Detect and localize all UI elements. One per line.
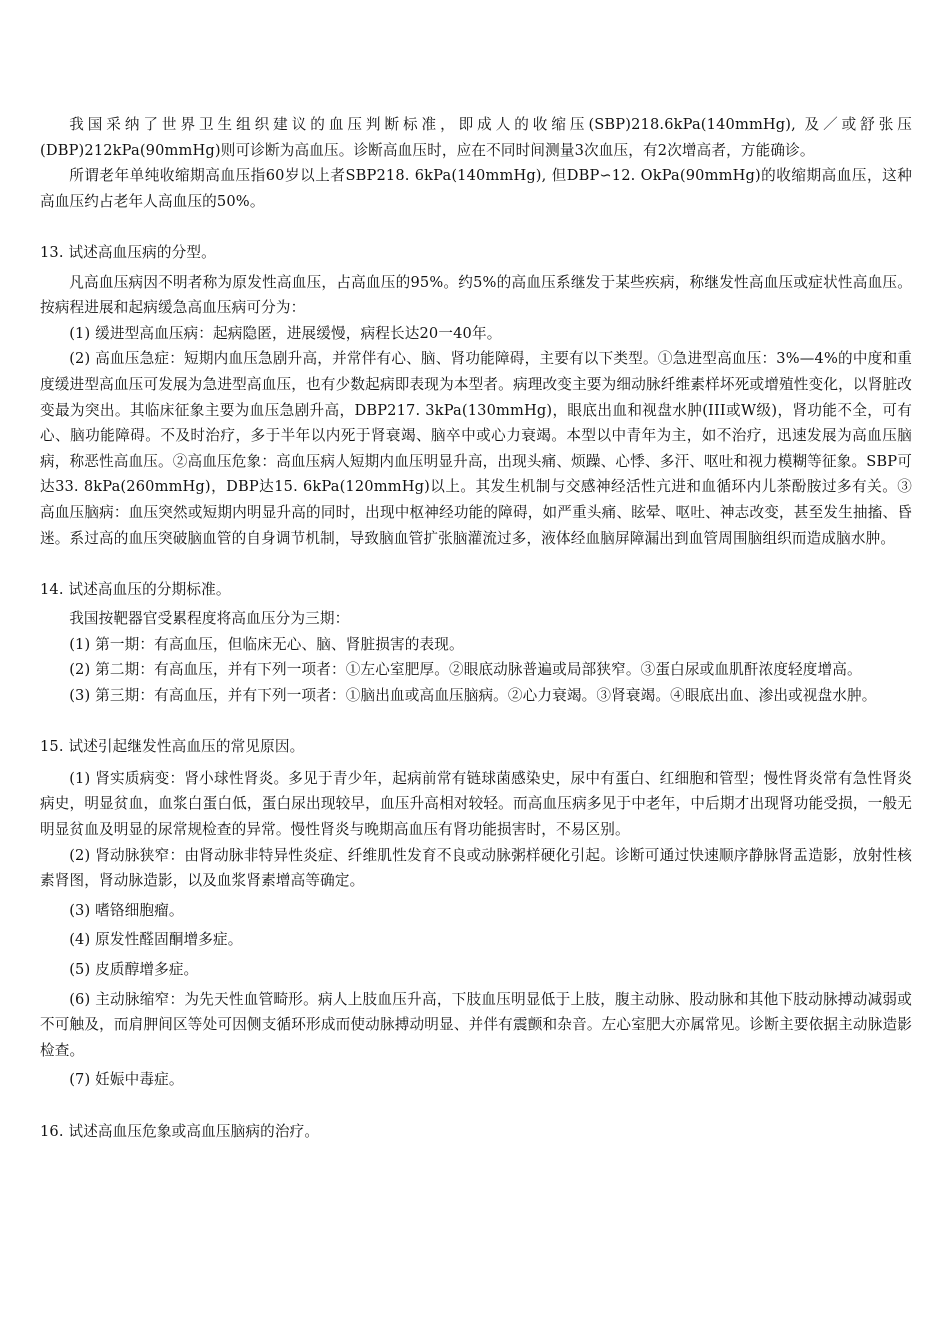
q13-item-2: (2) 高血压急症：短期内血压急剧升高，并常伴有心、脑、肾功能障碍，主要有以下类型。①急进型高血压：3%—4%的中度和重度缓进型高血压可发展为急进型高血压，也有少数起病即表现为本型者。病理改变主要为细动脉纤维素样坏死或增殖性变化，以肾脏改变最为突出。其临床征象主要为血压急剧升高，DBP217. 3kPa(130mmHg)，眼底出血和视盘水肿(III或W级)，肾功能不全，可有心、脑功能障碍。不及时治疗，多于半年以内死于肾衰竭、脑卒中或心力衰竭。本型以中青年为主，如不治疗，迅速发展为高血压脑病，称恶性高血压。②高血压危象：高血压病人短期内血压明显升高，出现头痛、烦躁、心悸、多汗、呕吐和视力模糊等征象。SBP可达33. 8kPa(260mmHg)，DBP达15. 6kPa(120mmHg)以上。其发生机制与交感神经活性亢进和血循环内儿茶酚胺过多有关。③高血压脑病：血压突然或短期内明显升高的同时，出现中枢神经功能的障碍，如严重头痛、眩晕、呕吐、神志改变，甚至发生抽搐、昏迷。系过高的血压突破脑血管的自身调节机制，导致脑血管扩张脑灌流过多，液体经血脑屏障漏出到血管周围脑组织而造成脑水肿。 [40,350,912,547]
intro-paragraph-2: 所谓老年单纯收缩期高血压指60岁以上者SBP218. 6kPa(140mmHg), 但DBP∽12. OkPa(90mmHg)的收缩期高血压，这种高血压约占老年人高血压的50%。 [40,167,912,210]
intro-paragraph-1: 我国采纳了世界卫生组织建议的血压判断标准，即成人的收缩压(SBP)218.6kPa(140mmHg), 及／或舒张压(DBP)212kPa(90mmHg)则可诊断为高血压。诊断高血压时，应在不同时间测量3次血压，有2次增高者，方能确诊。 [40,116,912,159]
q15-item-3: (3) 嗜铬细胞瘤。 [69,901,184,919]
question-14-heading: 14. 试述高血压的分期标准。 [40,580,231,598]
q13-item-1: (1) 缓进型高血压病：起病隐匿，进展缓慢，病程长达20一40年。 [69,324,502,342]
q15-item-7: (7) 妊娠中毒症。 [69,1071,184,1089]
q15-item-2: (2) 肾动脉狭窄：由肾动脉非特异性炎症、纤维肌性发育不良或动脉粥样硬化引起。诊断可通过快速顺序静脉肾盂造影，放射性核素肾图，肾动脉造影，以及血浆肾素增高等确定。 [40,846,912,890]
q14-item-3: (3) 第三期：有高血压，并有下列一项者：①脑出血或高血压脑病。②心力衰竭。③肾衰竭。④眼底出血、渗出或视盘水肿。 [69,687,877,705]
q14-item-2: (2) 第二期：有高血压，并有下列一项者：①左心室肥厚。②眼底动脉普遍或局部狭窄。③蛋白尿或血肌酐浓度轻度增高。 [69,661,862,679]
q15-item-5: (5) 皮质醇增多症。 [69,961,199,978]
q14-paragraph: 我国按靶器官受累程度将高血压分为三期： [69,610,350,628]
q13-paragraph: 凡高血压病因不明者称为原发性高血压，占高血压的95%。约5%的高血压系继发于某些疾病，称继发性高血压或症状性高血压。按病程进展和起病缓急高血压病可分为： [40,273,912,317]
q14-item-1: (1) 第一期：有高血压，但临床无心、脑、肾脏损害的表现。 [69,635,464,653]
question-15-heading: 15. 试述引起继发性高血压的常见原因。 [40,738,305,756]
question-16-heading: 16. 试述高血压危象或高血压脑病的治疗。 [40,1122,320,1140]
document-page [40,112,912,1144]
q15-item-4: (4) 原发性醛固酮增多症。 [69,931,243,949]
question-13-heading: 13. 试述高血压病的分型。 [40,243,216,261]
q15-item-1: (1) 肾实质病变：肾小球性肾炎。多见于青少年，起病前常有链球菌感染史，尿中有蛋白、红细胞和管型；慢性肾炎常有急性肾炎病史，明显贫血，血浆白蛋白低，蛋白尿出现较早，血压升高相对较轻。而高血压病多见于中老年，中后期才出现肾功能受损，一般无明显贫血及明显的尿常规检查的异常。慢性肾炎与晚期高血压有肾功能损害时，不易区别。 [40,769,912,839]
q15-item-6: (6) 主动脉缩窄：为先天性血管畸形。病人上肢血压升高，下肢血压明显低于上肢，腹主动脉、股动脉和其他下肢动脉搏动减弱或不可触及，而肩胛间区等处可因侧支循环形成而使动脉搏动明显、并伴有震颤和杂音。左心室肥大亦属常见。诊断主要依据主动脉造影检查。 [40,990,912,1059]
